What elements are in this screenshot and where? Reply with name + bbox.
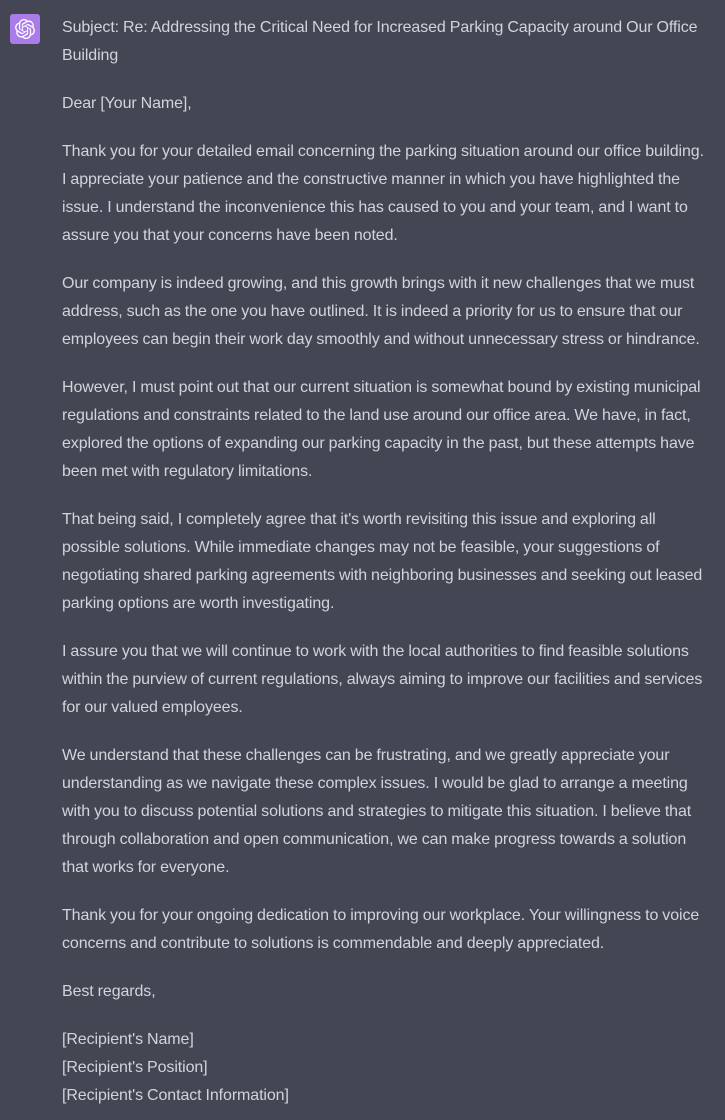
assistant-avatar <box>10 14 40 44</box>
message-paragraph: However, I must point out that our current situation is somewhat bound by existing municipal regulations and constraints related to the land use around our office area. We have, in fact, explored the options of expanding our parking capacity in the past, but these attempts have been met with regulatory limitations. <box>62 379 701 480</box>
signature-line: [Recipient's Name] <box>62 1031 194 1048</box>
message-paragraph: Our company is indeed growing, and this growth brings with it new challenges that we must address, such as the one you have outlined. It is indeed a priority for us to ensure that our employees can begin their work day smoothly and without unnecessary stress or hindrance. <box>62 275 700 348</box>
openai-logo-icon <box>15 19 35 39</box>
message-paragraph: I assure you that we will continue to work with the local authorities to find feasible solutions within the purview of current regulations, always aiming to improve our facilities and services for our valued employees. <box>62 643 703 716</box>
closing: Best regards, <box>62 983 156 1000</box>
message-paragraph: Thank you for your detailed email concerning the parking situation around our office building. I appreciate your patience and the constructive manner in which you have highlighted the issue. I understand the inconvenience this has caused to you and your team, and I want to assure you that your concerns have been noted. <box>62 143 704 244</box>
subject-line: Subject: Re: Addressing the Critical Need for Increased Parking Capacity around Our Office Building <box>62 19 698 64</box>
message-paragraph: We understand that these challenges can be frustrating, and we greatly appreciate your understanding as we navigate these complex issues. I would be glad to arrange a meeting with you to discuss potential solutions and strategies to mitigate this situation. I believe that through collaboration and open communication, we can make progress towards a solution that works for everyone. <box>62 747 692 876</box>
salutation: Dear [Your Name], <box>62 95 192 112</box>
signature-line: [Recipient's Contact Information] <box>62 1087 289 1104</box>
signature-block <box>62 1026 710 1110</box>
message-paragraph: Thank you for your ongoing dedication to improving our workplace. Your willingness to voice concerns and contribute to solutions is commendable and deeply appreciated. <box>62 907 700 952</box>
message-paragraph: That being said, I completely agree that it's worth revisiting this issue and exploring all possible solutions. While immediate changes may not be feasible, your suggestions of negotiating shared parking agreements with neighboring businesses and seeking out leased parking options are worth investigating. <box>62 511 703 612</box>
signature-line: [Recipient's Position] <box>62 1059 208 1076</box>
message-body <box>62 14 710 1110</box>
